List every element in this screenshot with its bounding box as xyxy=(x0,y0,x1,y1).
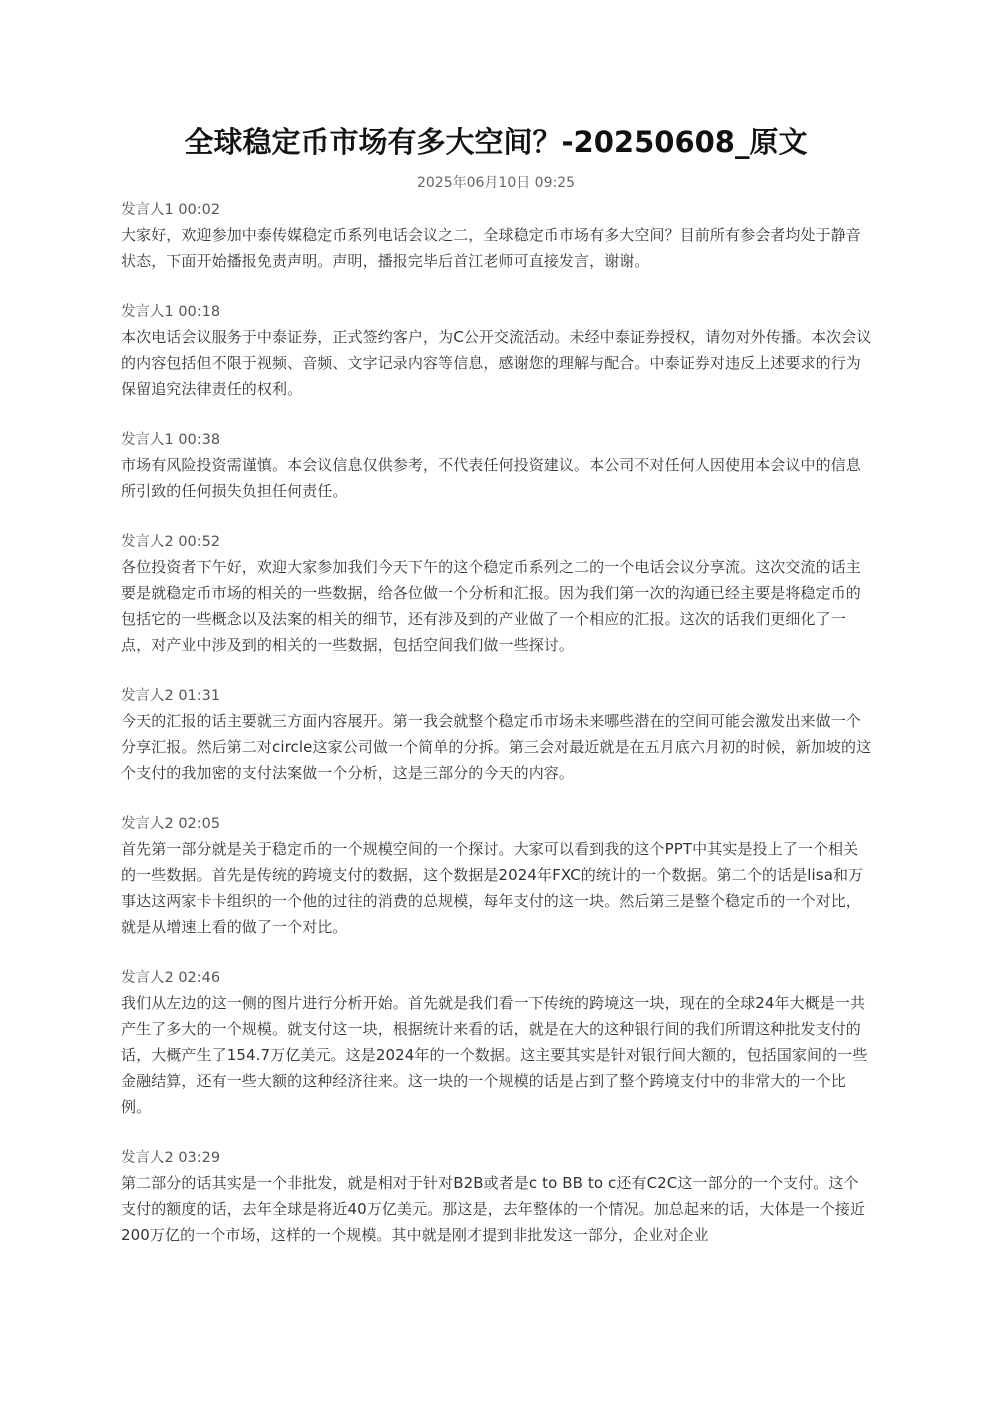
speaker-timestamp: 发言人1 00:18 xyxy=(121,304,221,320)
transcript-segment xyxy=(121,812,873,940)
segment-text: 大家好，欢迎参加中泰传媒稳定币系列电话会议之二，全球稳定币市场有多大空间？目前所有参会者均处于静音状态，下面开始播报免责声明。声明，播报完毕后首江老师可直接发言，谢谢。 xyxy=(121,226,861,270)
document-title: 全球稳定币市场有多大空间？-20250608_原文 xyxy=(184,125,808,159)
segment-text: 本次电话会议服务于中泰证券，正式签约客户，为C公开交流活动。未经中泰证券授权，请勿对外传播。本次会议的内容包括但不限于视频、音频、文字记录内容等信息，感谢您的理解与配合。中泰证券对违反上述要求的行为保留追究法律责任的权利。 xyxy=(121,328,872,398)
transcript-segment xyxy=(121,684,873,786)
speaker-timestamp: 发言人2 03:29 xyxy=(121,1150,221,1166)
segment-text: 市场有风险投资需谨慎。本会议信息仅供参考，不代表任何投资建议。本公司不对任何人因使用本会议中的信息所引致的任何损失负担任何责任。 xyxy=(121,456,861,500)
transcript-segment xyxy=(121,428,873,504)
transcript-segment xyxy=(121,530,873,658)
speaker-timestamp: 发言人2 02:05 xyxy=(121,816,221,832)
speaker-timestamp: 发言人1 00:02 xyxy=(121,202,221,218)
segment-text: 今天的汇报的话主要就三方面内容展开。第一我会就整个稳定币市场未来哪些潜在的空间可能会激发出来做一个分享汇报。然后第二对circle这家公司做一个简单的分拆。第三会对最近就是在五月底六月初的时候，新加坡的这个支付的我加密的支付法案做一个分析，这是三部分的今天的内容。 xyxy=(121,712,872,782)
segment-text: 各位投资者下午好，欢迎大家参加我们今天下午的这个稳定币系列之二的一个电话会议分享流。这次交流的话主要是就稳定币市场的相关的一些数据，给各位做一个分析和汇报。因为我们第一次的沟通已经主要是将稳定币的包括它的一些概念以及法案的相关的细节，还有涉及到的产业做了一个相应的汇报。这次的话我们更细化了一点，对产业中涉及到的相关的一些数据，包括空间我们做一些探讨。 xyxy=(121,558,861,654)
speaker-timestamp: 发言人2 00:52 xyxy=(121,534,221,550)
transcript-segment xyxy=(121,300,873,402)
transcript-body xyxy=(121,198,873,1274)
speaker-timestamp: 发言人2 02:46 xyxy=(121,970,221,986)
segment-text: 我们从左边的这一侧的图片进行分析开始。首先就是我们看一下传统的跨境这一块，现在的全球24年大概是一共产生了多大的一个规模。就支付这一块，根据统计来看的话，就是在大的这种银行间的我们所谓这种批发支付的话，大概产生了154.7万亿美元。这是2024年的一个数据。这主要其实是针对银行间大额的，包括国家间的一些金融结算，还有一些大额的这种经济往来。这一块的一个规模的话是占到了整个跨境支付中的非常大的一个比例。 xyxy=(121,994,868,1116)
speaker-timestamp: 发言人1 00:38 xyxy=(121,432,221,448)
transcript-segment xyxy=(121,198,873,274)
speaker-timestamp: 发言人2 01:31 xyxy=(121,688,221,704)
transcript-segment xyxy=(121,966,873,1120)
segment-text: 第二部分的话其实是一个非批发，就是相对于针对B2B或者是c to BB to c还有C2C这一部分的一个支付。这个支付的额度的话，去年全球是将近40万亿美元。那这是，去年整体的一个情况。加总起来的话，大体是一个接近200万亿的一个市场，这样的一个规模。其中就是刚才提到非批发这一部分，企业对企业 xyxy=(121,1174,866,1244)
transcript-segment xyxy=(121,1146,873,1248)
segment-text: 首先第一部分就是关于稳定币的一个规模空间的一个探讨。大家可以看到我的这个PPT中其实是投上了一个相关的一些数据。首先是传统的跨境支付的数据，这个数据是2024年FXC的统计的一个数据。第二个的话是lisa和万事达这两家卡卡组织的一个他的过往的消费的总规模，每年支付的这一块。然后第三是整个稳定币的一个对比，就是从增速上看的做了一个对比。 xyxy=(121,840,864,936)
document-date: 2025年06月10日 09:25 xyxy=(416,175,576,191)
